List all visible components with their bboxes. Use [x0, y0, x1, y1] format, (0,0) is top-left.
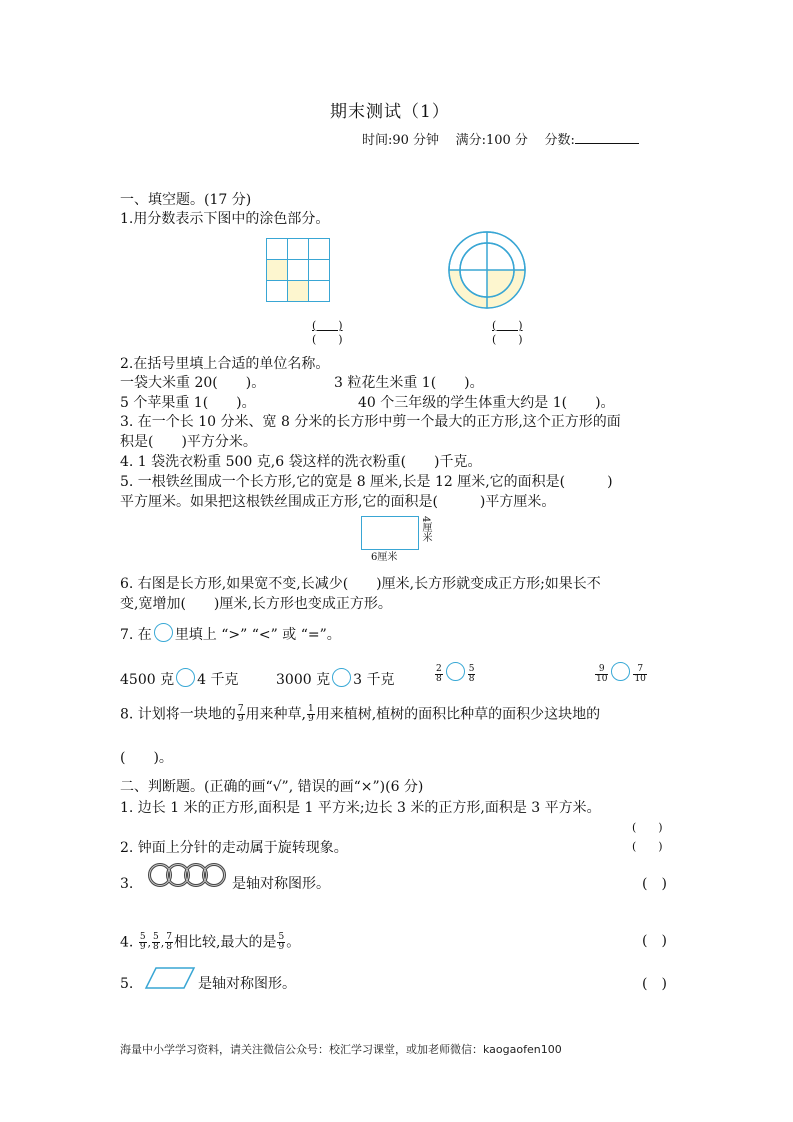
q7-c1-left: 4500 克 — [120, 672, 175, 688]
q8-post: 用来植树,植树的面积比种草的面积少这块地的 — [315, 706, 601, 723]
parallelogram-icon — [144, 966, 196, 990]
q1-answer-1-den[interactable]: ( ) — [312, 333, 343, 346]
section1-heading: 一、填空题。(17 分) — [120, 192, 252, 208]
page-title: 期末测试（1） — [330, 102, 450, 122]
q8-line1 — [120, 705, 600, 724]
compare-circle-3[interactable] — [446, 662, 465, 681]
q1-text: 1.用分数表示下图中的涂色部分。 — [120, 211, 330, 227]
score-label: 分数: — [544, 133, 575, 148]
q2-item-b: 3 粒花生米重 1( )。 — [334, 375, 484, 391]
q8-pre: 8. 计划将一块地的 — [120, 706, 236, 723]
q7-c1-right: 4 千克 — [197, 672, 239, 688]
q7-compare-1 — [120, 668, 238, 689]
rect-length-label: 6厘米 — [371, 552, 398, 563]
q2-text: 2.在括号里填上合适的单位名称。 — [120, 356, 330, 372]
rect-width-label: 4厘米 — [420, 516, 431, 543]
grid-figure — [266, 238, 330, 302]
q7-compare-4 — [594, 662, 648, 684]
q7-pre: 7. 在 — [120, 627, 152, 643]
q7-post: 里填上 “>” “<” 或 “=”。 — [174, 627, 341, 643]
judge-q3-num: 3. — [120, 876, 134, 892]
fraction: $\frac{1}{9}$ — [308, 704, 314, 724]
judge-q3: 是轴对称图形。 — [232, 876, 330, 892]
q1-answer-2-den[interactable]: ( ) — [492, 333, 523, 346]
fraction: $\frac{2}{8}$ — [436, 663, 442, 684]
judge-q4-mid: 相比较,最大的是 — [174, 934, 277, 951]
q7-compare-2 — [276, 668, 394, 689]
q6-line1: 6. 右图是长方形,如果宽不变,长减少( )厘米,长方形就变成正方形;如果长不 — [120, 576, 601, 592]
exam-info — [362, 131, 639, 149]
ring-figure — [446, 229, 528, 311]
judge-q1: 1. 边长 1 米的正方形,面积是 1 平方米;边长 3 米的正方形,面积是 3 平方米。 — [120, 800, 601, 816]
compare-circle-icon — [154, 623, 173, 642]
footer-note: 海量中小学学习资料，请关注微信公众号：校汇学习课堂，或加老师微信：kaogaofen100 — [120, 1043, 562, 1056]
q2-item-c: 5 个苹果重 1( )。 — [120, 395, 256, 411]
judge-q5-answer[interactable]: ( ) — [642, 976, 667, 992]
fraction: $\frac{5}{8}$ — [468, 663, 475, 684]
judge-q3-answer[interactable]: ( ) — [642, 876, 667, 892]
fraction: $\frac{7}{8}$ — [166, 932, 173, 952]
judge-q5-num: 5. — [120, 976, 134, 992]
time-label: 时间:90 分钟 — [362, 133, 440, 148]
compare-circle-1[interactable] — [176, 668, 195, 687]
rectangle-figure — [361, 516, 419, 550]
q4-text: 4. 1 袋洗衣粉重 500 克,6 袋这样的洗衣粉重( )千克。 — [120, 454, 482, 470]
q5-line2: 平方厘米。如果把这根铁丝围成正方形,它的面积是( )平方厘米。 — [120, 494, 556, 510]
q7-c2-left: 3000 克 — [276, 672, 331, 688]
judge-q2-answer[interactable]: ( ) — [632, 840, 663, 853]
q1-answer-2-num[interactable]: ( ) — [492, 319, 523, 332]
judge-q2: 2. 钟面上分针的走动属于旋转现象。 — [120, 840, 348, 856]
section2-heading: 二、判断题。(正确的画“√”, 错误的画“×”)(6 分) — [120, 779, 424, 795]
q3-line1: 3. 在一个长 10 分米、宽 8 分米的长方形中剪一个最大的正方形,这个正方形的面 — [120, 414, 621, 430]
judge-q5: 是轴对称图形。 — [198, 976, 296, 992]
fraction: $\frac{9}{10}$ — [596, 663, 608, 684]
full-score-label: 满分:100 分 — [455, 133, 528, 148]
q2-item-a: 一袋大米重 20( )。 — [120, 375, 266, 391]
q7-text — [120, 623, 341, 644]
judge-q4-answer[interactable]: ( ) — [642, 933, 667, 949]
q3-line2: 积是( )平方分米。 — [120, 434, 257, 450]
judge-q4: 4. $\frac{5}{9}$ , $\frac{5}{8}$ , $\frac{7}{8}$ 相比较,最大的是 $\frac{5}{9}$ 。 — [120, 932, 301, 952]
q7-c2-right: 3 千克 — [353, 672, 395, 688]
q8-mid: 用来种草, — [245, 706, 306, 723]
fraction: $\frac{5}{9}$ — [278, 932, 285, 952]
q8-line2[interactable]: ( )。 — [120, 750, 173, 766]
q1-answer-1-num[interactable]: ( ) — [312, 319, 343, 332]
judge-q4-num: 4. — [120, 934, 134, 951]
fraction: $\frac{7}{10}$ — [634, 663, 646, 684]
q2-item-d: 40 个三年级的学生体重大约是 1( )。 — [358, 395, 615, 411]
q6-line2: 变,宽增加( )厘米,长方形也变成正方形。 — [120, 596, 392, 612]
q7-compare-3 — [434, 662, 476, 684]
compare-circle-2[interactable] — [332, 668, 351, 687]
compare-circle-4[interactable] — [611, 662, 630, 681]
fraction: $\frac{5}{8}$ — [153, 932, 159, 952]
q5-line1: 5. 一根铁丝围成一个长方形,它的宽是 8 厘米,长是 12 厘米,它的面积是( ) — [120, 474, 613, 490]
fraction: $\frac{5}{9}$ — [139, 932, 146, 952]
four-rings-icon — [146, 862, 230, 888]
score-blank[interactable] — [575, 131, 639, 144]
judge-q1-answer[interactable]: ( ) — [632, 821, 663, 834]
fraction: $\frac{7}{9}$ — [237, 704, 244, 724]
